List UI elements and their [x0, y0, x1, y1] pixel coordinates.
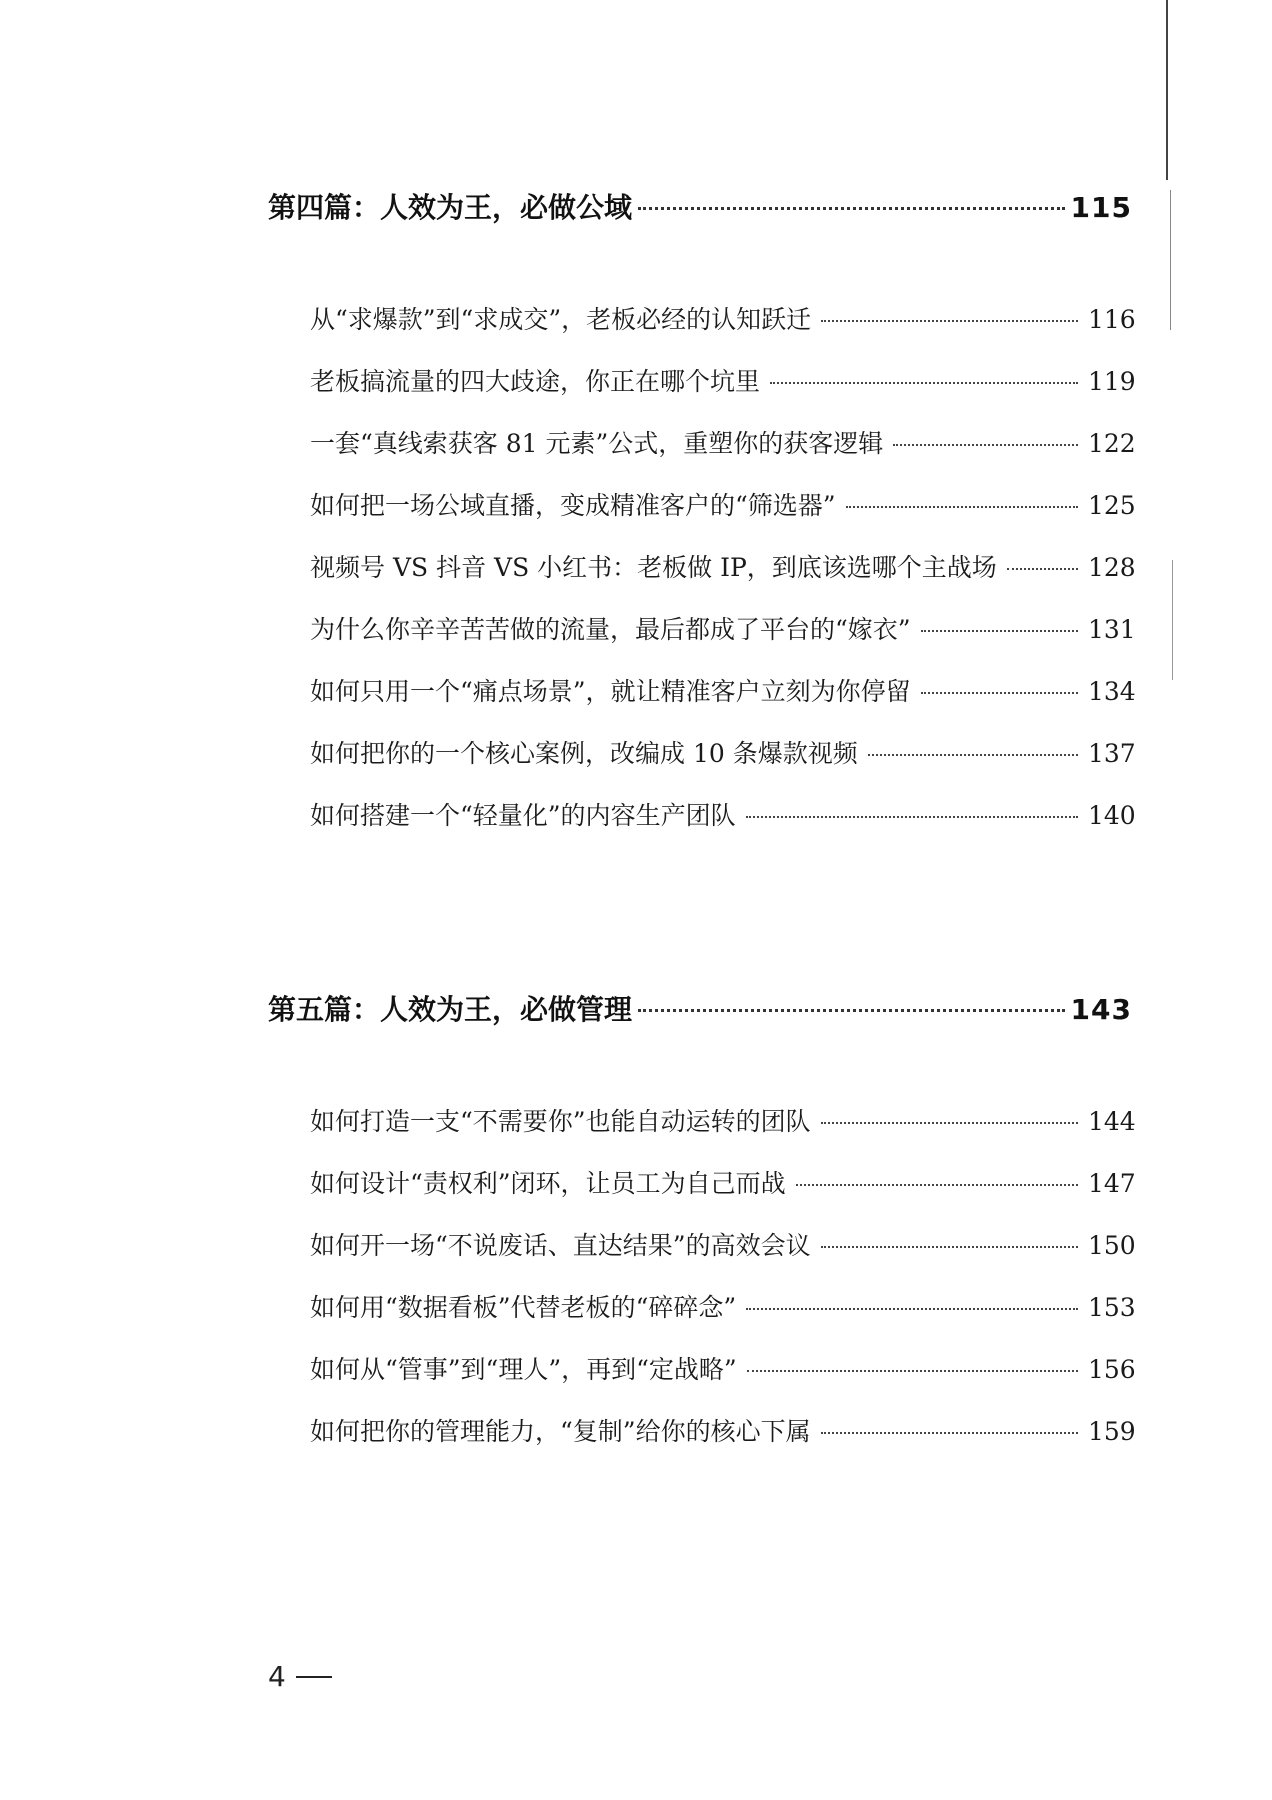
part4-page-number: 115: [1070, 191, 1132, 224]
scan-edge-mark: [1166, 0, 1168, 180]
entry-page-number: 134: [1088, 677, 1136, 706]
entry-title: 老板搞流量的四大歧途，你正在哪个坑里: [310, 367, 761, 396]
entry-title: 如何从“管事”到“理人”，再到“定战略”: [310, 1355, 737, 1384]
dot-leader: [796, 1184, 1078, 1186]
entry-page-number: 159: [1088, 1417, 1136, 1446]
part5-title: 第五篇：人效为王，必做管理: [268, 993, 633, 1026]
page-folio: [268, 1660, 332, 1693]
toc-entry[interactable]: [310, 796, 1136, 858]
toc-entry[interactable]: [310, 1226, 1136, 1288]
entry-page-number: 147: [1088, 1169, 1136, 1198]
toc-entry[interactable]: [310, 1164, 1136, 1226]
entry-page-number: 131: [1088, 615, 1136, 644]
entry-title: 如何搭建一个“轻量化”的内容生产团队: [310, 801, 736, 830]
dot-leader: [1007, 568, 1078, 570]
dot-leader: [868, 754, 1078, 756]
entry-page-number: 144: [1088, 1107, 1136, 1136]
toc-entry[interactable]: [310, 1412, 1136, 1474]
dot-leader: [921, 630, 1078, 632]
toc-entry[interactable]: [310, 734, 1136, 796]
entry-page-number: 119: [1088, 367, 1136, 396]
toc-entry[interactable]: [310, 1102, 1136, 1164]
dot-leader: [770, 382, 1078, 384]
entry-title: 如何打造一支“不需要你”也能自动运转的团队: [310, 1107, 811, 1136]
entry-title: 如何把你的管理能力，“复制”给你的核心下属: [310, 1417, 811, 1446]
toc-entry[interactable]: [310, 672, 1136, 734]
dot-leader: [747, 1370, 1078, 1372]
folio-dash: [296, 1676, 332, 1678]
part4-entry-list: [310, 300, 1136, 858]
part5-entry-list: [310, 1102, 1136, 1474]
entry-page-number: 156: [1088, 1355, 1136, 1384]
entry-title: 一套“真线索获客 81 元素”公式，重塑你的获客逻辑: [310, 429, 884, 458]
entry-page-number: 128: [1088, 553, 1136, 582]
toc-entry[interactable]: [310, 486, 1136, 548]
part5-heading[interactable]: [268, 988, 1132, 1036]
entry-title: 如何把一场公域直播，变成精准客户的“筛选器”: [310, 491, 836, 520]
part5-page-number: 143: [1070, 993, 1132, 1026]
part4-title: 第四篇：人效为王，必做公域: [268, 191, 633, 224]
dot-leader: [821, 320, 1078, 322]
dot-leader: [638, 1009, 1065, 1012]
toc-entry[interactable]: [310, 1350, 1136, 1412]
entry-title: 视频号 VS 抖音 VS 小红书：老板做 IP，到底该选哪个主战场: [310, 553, 997, 582]
scan-edge-mark: [1172, 560, 1173, 680]
entry-page-number: 153: [1088, 1293, 1136, 1322]
entry-page-number: 122: [1088, 429, 1136, 458]
entry-title: 如何把你的一个核心案例，改编成 10 条爆款视频: [310, 739, 858, 768]
toc-entry[interactable]: [310, 362, 1136, 424]
folio-number: 4: [268, 1660, 286, 1693]
toc-entry[interactable]: [310, 300, 1136, 362]
scan-edge-mark: [1170, 190, 1171, 330]
entry-title: 如何开一场“不说废话、直达结果”的高效会议: [310, 1231, 811, 1260]
toc-entry[interactable]: [310, 610, 1136, 672]
dot-leader: [846, 506, 1078, 508]
entry-title: 为什么你辛辛苦苦做的流量，最后都成了平台的“嫁衣”: [310, 615, 911, 644]
dot-leader: [821, 1122, 1078, 1124]
toc-entry[interactable]: [310, 424, 1136, 486]
entry-page-number: 137: [1088, 739, 1136, 768]
dot-leader: [746, 816, 1078, 818]
entry-title: 如何用“数据看板”代替老板的“碎碎念”: [310, 1293, 737, 1322]
entry-title: 从“求爆款”到“求成交”，老板必经的认知跃迁: [310, 305, 812, 334]
dot-leader: [746, 1308, 1078, 1310]
dot-leader: [893, 444, 1078, 446]
entry-title: 如何只用一个“痛点场景”，就让精准客户立刻为你停留: [310, 677, 911, 706]
entry-page-number: 150: [1088, 1231, 1136, 1260]
entry-page-number: 116: [1088, 305, 1136, 334]
entry-page-number: 140: [1088, 801, 1136, 830]
dot-leader: [921, 692, 1078, 694]
entry-page-number: 125: [1088, 491, 1136, 520]
entry-title: 如何设计“责权利”闭环，让员工为自己而战: [310, 1169, 786, 1198]
dot-leader: [821, 1246, 1078, 1248]
dot-leader: [821, 1432, 1078, 1434]
toc-entry[interactable]: [310, 1288, 1136, 1350]
dot-leader: [638, 207, 1065, 210]
part4-heading[interactable]: [268, 186, 1132, 234]
toc-entry[interactable]: [310, 548, 1136, 610]
